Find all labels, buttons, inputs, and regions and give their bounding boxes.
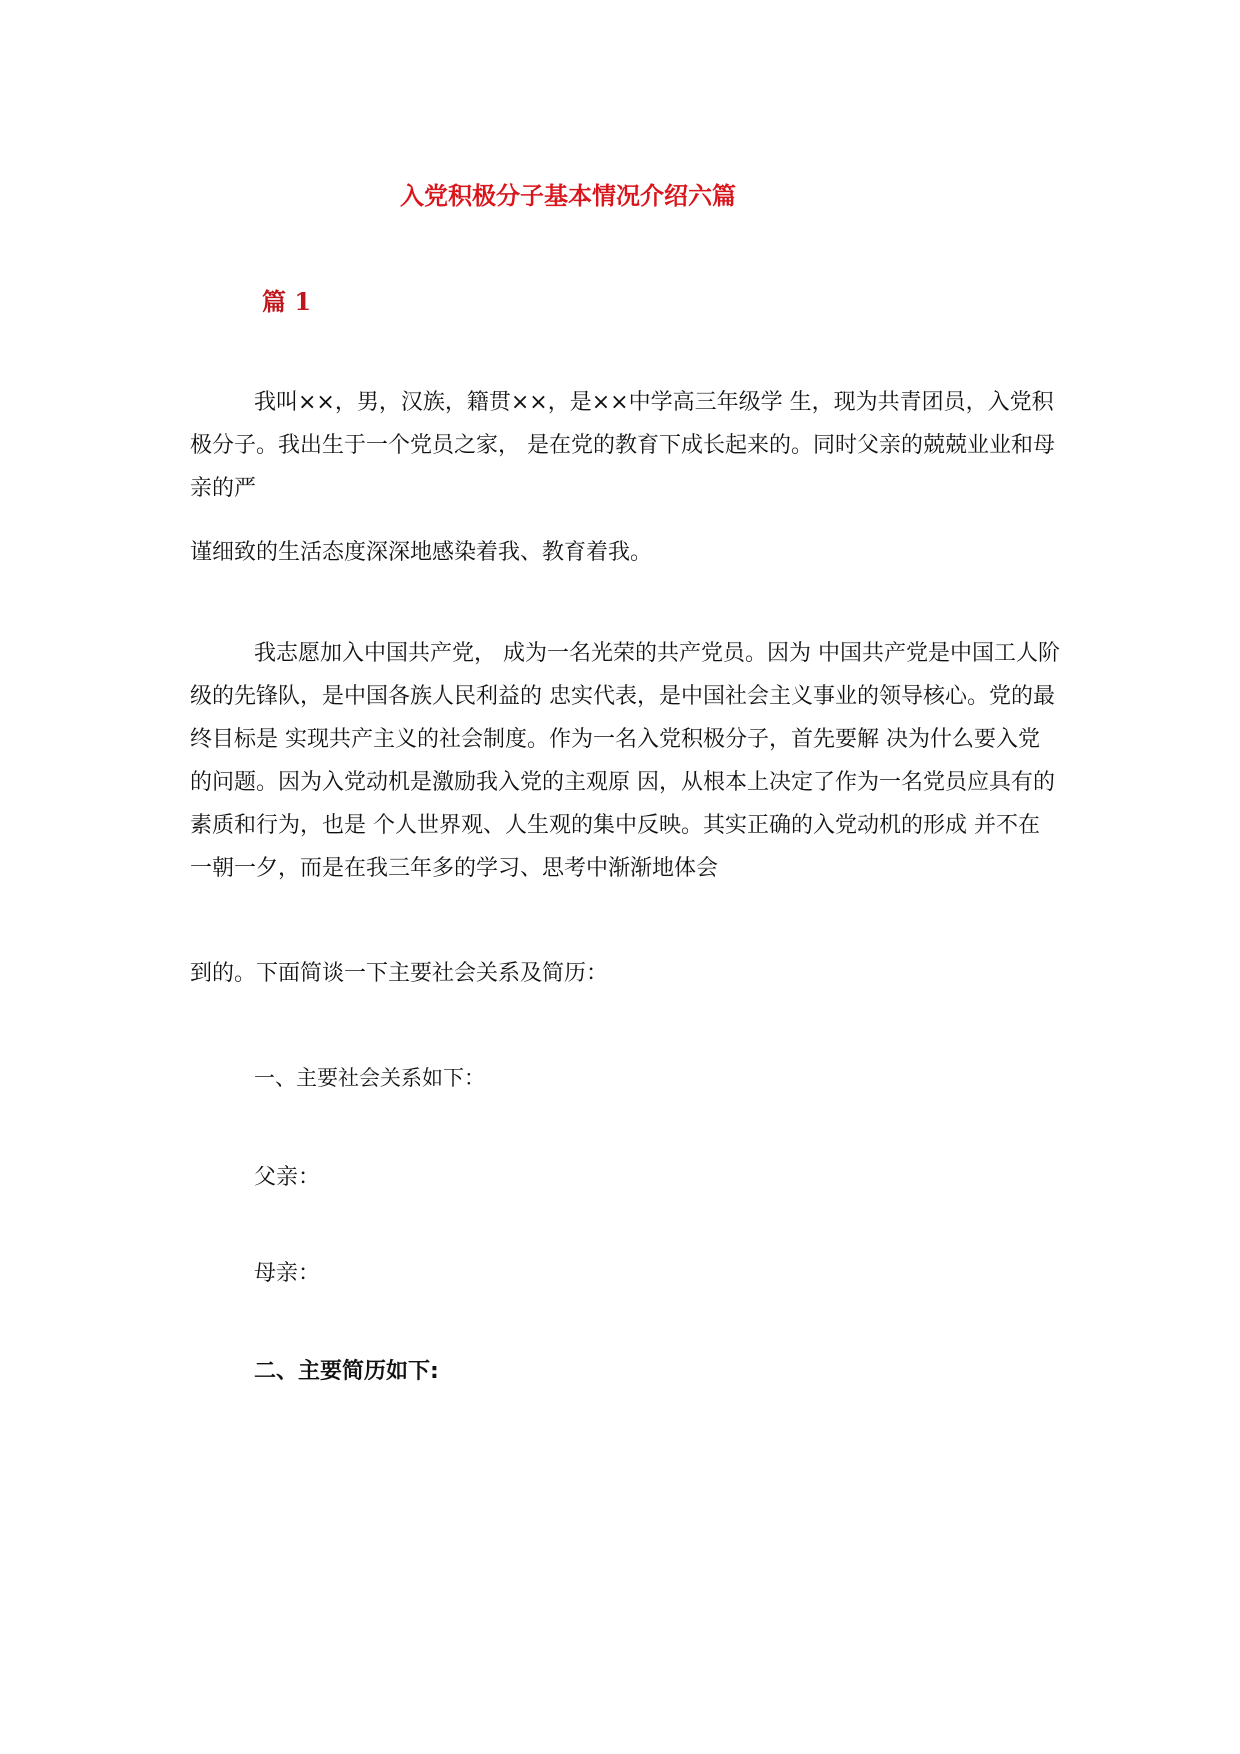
section-heading: 篇 1 — [262, 287, 312, 316]
social-relations-heading: 一、主要社会关系如下： — [254, 1066, 485, 1090]
paragraph-intro — [190, 381, 1060, 510]
paragraph-intro-continued: 谨细致的生活态度深深地感染着我、教育着我。 — [190, 540, 653, 565]
resume-heading: 二、主要简历如下: — [254, 1359, 439, 1384]
paragraph-motivation — [190, 632, 1060, 890]
paragraph-motivation-continued: 到的。下面简谈一下主要社会关系及简历： — [190, 961, 609, 986]
document-title: 入党积极分子基本情况介绍六篇 — [400, 182, 736, 210]
mother-label: 母亲： — [254, 1261, 321, 1286]
father-label: 父亲： — [254, 1165, 321, 1190]
paragraph-motivation-text: 我志愿加入中国共产党， 成为一名光荣的共产党员。因为 中国共产党是中国工人阶级的先锋队，是中国各族人民利益的 忠实代表，是中国社会主义事业的领导核心。党的最终目标是 实现共产主义的社会制度。作为一名入党积极分子，首先要解 决为什么要入党的问题。因为入党动机是激励我入党的主观原 因，从根本上决定了作为一名党员应具有的素质和行为，也是 个人世界观、人生观的集中反映。其实正确的入党动机的形成 并不在一朝一夕，而是在我三年多的学习、思考中渐渐地体会 — [190, 641, 1060, 881]
paragraph-intro-text: 我叫××，男，汉族，籍贯××，是××中学高三年级学 生，现为共青团员，入党积极分子。我出生于一个党员之家， 是在党的教育下成长起来的。同时父亲的兢兢业业和母亲的严 — [190, 390, 1055, 501]
